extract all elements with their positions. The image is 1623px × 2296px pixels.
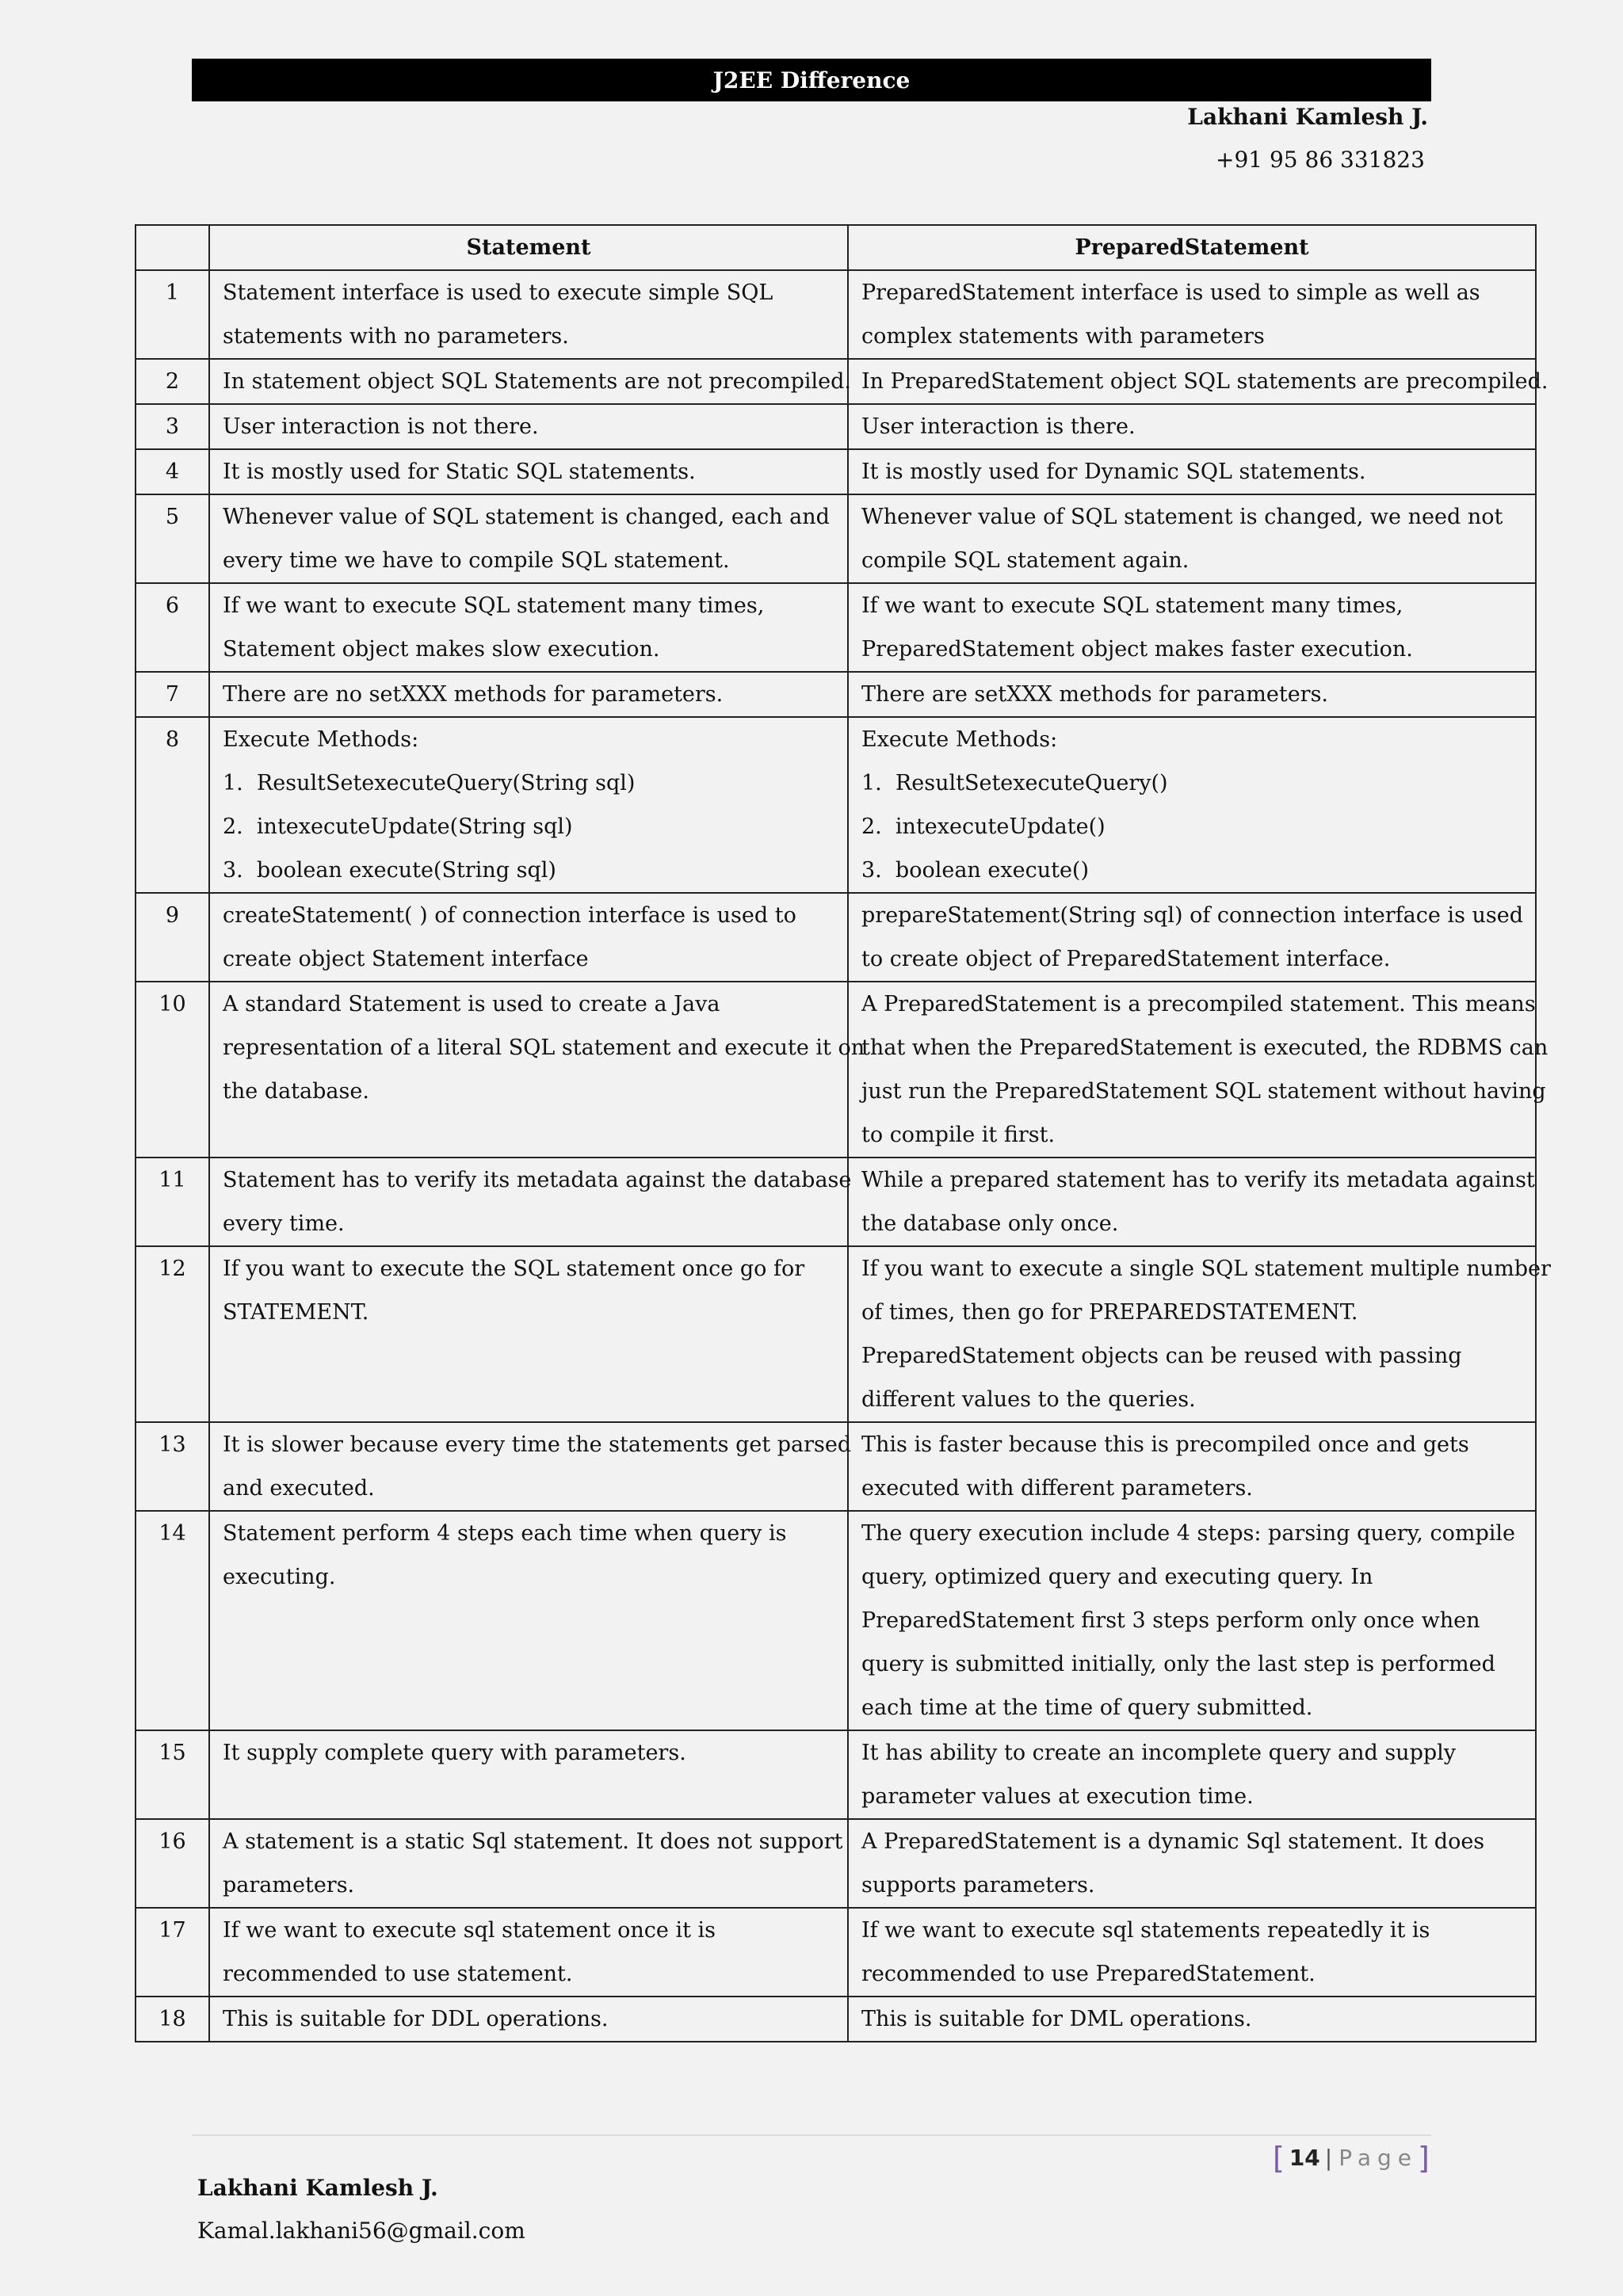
prepared-statement-cell-line: to create object of PreparedStatement interface. (861, 947, 1391, 971)
statement-cell-line: It supply complete query with parameters. (223, 1741, 686, 1765)
prepared-statement-cell-line: the database only once. (861, 1211, 1119, 1236)
statement-cell-line: Statement has to verify its metadata against the database (223, 1168, 852, 1192)
statement-cell-line: Statement interface is used to execute simple SQL (223, 280, 773, 305)
prepared-statement-cell-line: PreparedStatement first 3 steps perform only once when (861, 1608, 1480, 1633)
table-row (136, 1158, 1536, 1246)
row-number: 2 (136, 359, 209, 404)
statement-cell-line: If we want to execute SQL statement many times, (223, 593, 765, 618)
prepared-statement-cell-line: just run the PreparedStatement SQL statement without having (861, 1079, 1546, 1104)
prepared-statement-cell-line: 1. ResultSetexecuteQuery() (861, 771, 1168, 795)
header-title: J2EE Difference (192, 59, 1431, 101)
prepared-statement-cell-line: of times, then go for PREPAREDSTATEMENT. (861, 1300, 1358, 1325)
row-number: 11 (136, 1158, 209, 1246)
table-row (136, 1246, 1536, 1422)
prepared-statement-cell-line: This is suitable for DML operations. (861, 2007, 1252, 2031)
statement-cell-line: and executed. (223, 1476, 375, 1501)
statement-cell-line: recommended to use statement. (223, 1962, 573, 1986)
table-row (136, 1908, 1536, 1997)
page-bracket-close: ] (1418, 2141, 1430, 2176)
table-row (136, 270, 1536, 359)
prepared-statement-cell-line: that when the PreparedStatement is executed, the RDBMS can (861, 1035, 1549, 1060)
row-number: 14 (136, 1511, 209, 1730)
row-number: 18 (136, 1997, 209, 2042)
statement-cell-line: Whenever value of SQL statement is changed, each and (223, 505, 830, 529)
row-number: 1 (136, 270, 209, 359)
prepared-statement-cell (848, 1819, 1536, 1908)
prepared-statement-cell (848, 672, 1536, 717)
prepared-statement-cell-line: While a prepared statement has to verify its metadata against (861, 1168, 1535, 1192)
table-row (136, 672, 1536, 717)
table-row (136, 717, 1536, 893)
prepared-statement-cell (848, 1511, 1536, 1730)
row-number: 12 (136, 1246, 209, 1422)
statement-cell-line: createStatement( ) of connection interface is used to (223, 903, 796, 928)
header-author: Lakhani Kamlesh J. (1187, 104, 1428, 130)
prepared-statement-cell (848, 270, 1536, 359)
statement-cell (209, 583, 848, 672)
statement-cell-line: A standard Statement is used to create a Java (223, 992, 720, 1016)
prepared-statement-cell-line: If we want to execute SQL statement many times, (861, 593, 1403, 618)
prepared-statement-cell (848, 359, 1549, 404)
row-number: 9 (136, 893, 209, 982)
statement-cell-line: User interaction is not there. (223, 414, 539, 439)
page-number: 14 (1289, 2145, 1320, 2171)
prepared-statement-cell-line: There are setXXX methods for parameters. (861, 682, 1329, 707)
row-number: 13 (136, 1422, 209, 1511)
table-row (136, 1819, 1536, 1908)
statement-cell (209, 359, 851, 404)
statement-cell-line: 1. ResultSetexecuteQuery(String sql) (223, 771, 636, 795)
prepared-statement-cell (848, 583, 1536, 672)
prepared-statement-cell-line: Whenever value of SQL statement is changed, we need not (861, 505, 1503, 529)
page-separator: | (1324, 2145, 1333, 2171)
statement-cell (209, 1819, 848, 1908)
prepared-statement-cell-line: recommended to use PreparedStatement. (861, 1962, 1316, 1986)
row-number: 10 (136, 982, 209, 1158)
column-header-number (136, 225, 209, 270)
comparison-table (135, 224, 1551, 2042)
statement-cell-line: every time we have to compile SQL statement. (223, 548, 730, 573)
prepared-statement-cell (848, 1158, 1536, 1246)
statement-cell (209, 1730, 848, 1819)
statement-cell-line: create object Statement interface (223, 947, 589, 971)
prepared-statement-cell-line: different values to the queries. (861, 1387, 1196, 1412)
table-row (136, 1422, 1536, 1511)
statement-cell-line: Statement perform 4 steps each time when query is (223, 1521, 787, 1546)
prepared-statement-cell (848, 449, 1536, 494)
row-number: 15 (136, 1730, 209, 1819)
prepared-statement-cell (848, 494, 1536, 583)
table-row (136, 404, 1536, 449)
prepared-statement-cell-line: PreparedStatement object makes faster execution. (861, 637, 1413, 662)
statement-cell-line: If you want to execute the SQL statement once go for (223, 1257, 805, 1281)
prepared-statement-cell-line: It has ability to create an incomplete query and supply (861, 1741, 1457, 1765)
row-number: 6 (136, 583, 209, 672)
row-number: 5 (136, 494, 209, 583)
row-number: 17 (136, 1908, 209, 1997)
prepared-statement-cell-line: 3. boolean execute() (861, 858, 1089, 883)
prepared-statement-cell (848, 1908, 1536, 1997)
prepared-statement-cell-line: complex statements with parameters (861, 324, 1265, 349)
statement-cell (209, 1511, 848, 1730)
statement-cell-line: This is suitable for DDL operations. (223, 2007, 609, 2031)
prepared-statement-cell-line: The query execution include 4 steps: parsing query, compile (861, 1521, 1515, 1546)
prepared-statement-cell-line: prepareStatement(String sql) of connection interface is used (861, 903, 1524, 928)
statement-cell-line: 2. intexecuteUpdate(String sql) (223, 814, 573, 839)
statement-cell-line: 3. boolean execute(String sql) (223, 858, 556, 883)
prepared-statement-cell-line: 2. intexecuteUpdate() (861, 814, 1106, 839)
statement-cell-line: representation of a literal SQL statement and execute it on (223, 1035, 865, 1060)
prepared-statement-cell-line: In PreparedStatement object SQL statements are precompiled. (861, 369, 1549, 394)
prepared-statement-cell-line: executed with different parameters. (861, 1476, 1253, 1501)
statement-cell (209, 1422, 852, 1511)
page-bracket-open: [ (1273, 2141, 1285, 2176)
column-header-prepared-statement: PreparedStatement (848, 225, 1536, 270)
prepared-statement-cell-line: Execute Methods: (861, 727, 1058, 752)
header-phone: +91 95 86 331823 (1216, 147, 1425, 173)
prepared-statement-cell-line: This is faster because this is precompiled once and gets (861, 1432, 1469, 1457)
prepared-statement-cell (848, 1997, 1536, 2042)
statement-cell-line: STATEMENT. (223, 1300, 369, 1325)
page-label: Page (1338, 2145, 1419, 2171)
statement-cell-line: In statement object SQL Statements are not precompiled. (223, 369, 851, 394)
prepared-statement-cell-line: query, optimized query and executing query. In (861, 1565, 1373, 1589)
row-number: 8 (136, 717, 209, 893)
prepared-statement-cell (848, 1730, 1536, 1819)
statement-cell-line: Statement object makes slow execution. (223, 637, 660, 662)
statement-cell-line: There are no setXXX methods for parameters. (223, 682, 724, 707)
prepared-statement-cell-line: compile SQL statement again. (861, 548, 1190, 573)
statement-cell (209, 717, 848, 893)
statement-cell (209, 270, 848, 359)
prepared-statement-cell (848, 404, 1536, 449)
prepared-statement-cell-line: A PreparedStatement is a dynamic Sql statement. It does (861, 1829, 1485, 1854)
statement-cell (209, 893, 848, 982)
prepared-statement-cell-line: PreparedStatement objects can be reused with passing (861, 1344, 1462, 1368)
footer-email: Kamal.lakhani56@gmail.com (197, 2218, 525, 2244)
statement-cell-line: It is slower because every time the statements get parsed (223, 1432, 852, 1457)
statement-cell (209, 1246, 848, 1422)
statement-cell (209, 494, 848, 583)
row-number: 16 (136, 1819, 209, 1908)
table-row (136, 1511, 1536, 1730)
statement-cell-line: executing. (223, 1565, 336, 1589)
row-number: 4 (136, 449, 209, 494)
prepared-statement-cell (848, 717, 1536, 893)
prepared-statement-cell-line: A PreparedStatement is a precompiled statement. This means (861, 992, 1536, 1016)
table-body (136, 270, 1551, 2042)
statement-cell-line: If we want to execute sql statement once it is (223, 1918, 716, 1943)
statement-cell (209, 404, 848, 449)
table-row (136, 359, 1536, 404)
statement-cell-line: statements with no parameters. (223, 324, 569, 349)
statement-cell (209, 449, 848, 494)
statement-cell-line: the database. (223, 1079, 369, 1104)
table-row (136, 1997, 1536, 2042)
prepared-statement-cell-line: query is submitted initially, only the last step is performed (861, 1652, 1495, 1676)
page-number-block (1273, 2139, 1430, 2177)
table-row (136, 583, 1536, 672)
footer-author: Lakhani Kamlesh J. (197, 2175, 438, 2201)
table-row (136, 1730, 1536, 1819)
prepared-statement-cell-line: supports parameters. (861, 1873, 1095, 1897)
table-row (136, 982, 1536, 1158)
table-row (136, 449, 1536, 494)
statement-cell-line: A statement is a static Sql statement. It does not support (223, 1829, 843, 1854)
table-row (136, 893, 1536, 982)
row-number: 7 (136, 672, 209, 717)
prepared-statement-cell (848, 1422, 1536, 1511)
prepared-statement-cell (848, 893, 1536, 982)
statement-cell (209, 1908, 848, 1997)
table-header-row (136, 225, 1536, 270)
prepared-statement-cell (848, 1246, 1551, 1422)
statement-cell (209, 672, 848, 717)
row-number: 3 (136, 404, 209, 449)
prepared-statement-cell-line: parameter values at execution time. (861, 1784, 1254, 1809)
prepared-statement-cell-line: If you want to execute a single SQL statement multiple number (861, 1257, 1551, 1281)
prepared-statement-cell (848, 982, 1549, 1158)
statement-cell-line: Execute Methods: (223, 727, 419, 752)
prepared-statement-cell-line: If we want to execute sql statements repeatedly it is (861, 1918, 1430, 1943)
statement-cell (209, 982, 865, 1158)
prepared-statement-cell-line: each time at the time of query submitted. (861, 1695, 1313, 1720)
prepared-statement-cell-line: PreparedStatement interface is used to simple as well as (861, 280, 1480, 305)
prepared-statement-cell-line: It is mostly used for Dynamic SQL statements. (861, 460, 1366, 484)
statement-cell (209, 1997, 848, 2042)
column-header-statement: Statement (209, 225, 848, 270)
statement-cell (209, 1158, 852, 1246)
statement-cell-line: parameters. (223, 1873, 355, 1897)
prepared-statement-cell-line: to compile it first. (861, 1123, 1056, 1147)
footer-divider (192, 2134, 1431, 2136)
statement-cell-line: every time. (223, 1211, 345, 1236)
prepared-statement-cell-line: User interaction is there. (861, 414, 1136, 439)
table-row (136, 494, 1536, 583)
statement-cell-line: It is mostly used for Static SQL statements. (223, 460, 696, 484)
